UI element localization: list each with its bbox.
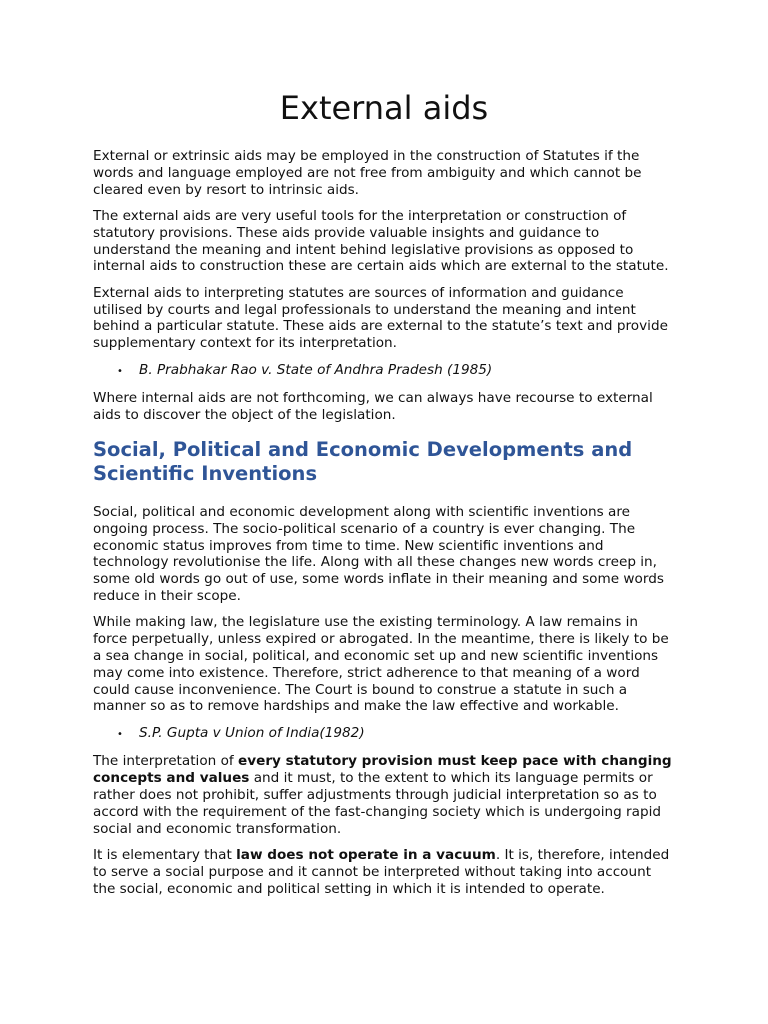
- section-paragraph-1: Social, political and economic development along with scientific inventions are ongoing process. The socio-political scenario of a country is ever changing. The economic status improves from time to time. New scientific inventions and technology revolutionise the life. Along with all these changes new words creep in, some old words go out of use, some words inflate in their meaning and some words reduce in their scope.: [93, 503, 664, 604]
- section-heading: Social, Political and Economic Developments and Scientific Inventions: [93, 437, 633, 486]
- vacuum-text-end: . It is, therefore, intended to serve a social purpose and it cannot be interpreted without taking into account the social, economic and political setting in which it is intended to operate.: [93, 847, 670, 897]
- paragraph-after-case-1: Where internal aids are not forthcoming, we can always have recourse to external aids to discover the object of the legislation.: [93, 390, 653, 424]
- intro-paragraph-3: External aids to interpreting statutes are sources of information and guidance utilised by courts and legal professionals to understand the meaning and intent behind a particular statute. These aids are external to the statute’s text and provide supplementary context for its interpretation.: [93, 284, 668, 352]
- interpretation-paragraph: [93, 753, 675, 837]
- interpretation-emphasis: every statutory provision must keep pace with changing concepts and values: [93, 753, 672, 787]
- bullet-icon: •: [117, 365, 123, 377]
- intro-paragraph-2: The external aids are very useful tools for the interpretation or construction of statutory provisions. These aids provide valuable insights and guidance to understand the meaning and intent behind legislative provisions as opposed to internal aids to construction these are certain aids which are external to the statute.: [93, 207, 669, 275]
- page-title: External aids: [279, 89, 489, 127]
- bullet-icon: •: [117, 728, 123, 740]
- section-paragraph-2: While making law, the legislature use the existing terminology. A law remains in force perpetually, unless expired or abrogated. In the meantime, there is likely to be a sea change in social, political, and economic set up and new scientific inventions may come into existence. Therefore, strict adherence to that meaning of a word could cause inconvenience. The Court is bound to construe a statute in such a manner so as to remove hardships and make the law effective and workable.: [93, 614, 669, 715]
- case-citation-bullet-2: [93, 725, 675, 744]
- vacuum-emphasis: law does not operate in a vacuum: [236, 847, 496, 864]
- case-citation-bullet-1: [93, 362, 675, 381]
- intro-paragraph-1: External or extrinsic aids may be employed in the construction of Statutes if the words and language employed are not free from ambiguity and which cannot be cleared even by resort to intrinsic aids.: [93, 148, 642, 198]
- vacuum-text-start: It is elementary that: [93, 847, 237, 864]
- case-citation-2: S.P. Gupta v Union of India(1982): [139, 724, 365, 741]
- case-citation-1: B. Prabhakar Rao v. State of Andhra Pradesh (1985): [139, 361, 493, 378]
- interpretation-text-end: and it must, to the extent to which its language permits or rather does not prohibit, suffer adjustments through judicial interpretation so as to accord with the requirement of the fast-changing society which is undergoing rapid social and economic transformation.: [93, 770, 662, 837]
- interpretation-text-start: The interpretation of: [93, 753, 239, 770]
- vacuum-paragraph: [93, 847, 675, 897]
